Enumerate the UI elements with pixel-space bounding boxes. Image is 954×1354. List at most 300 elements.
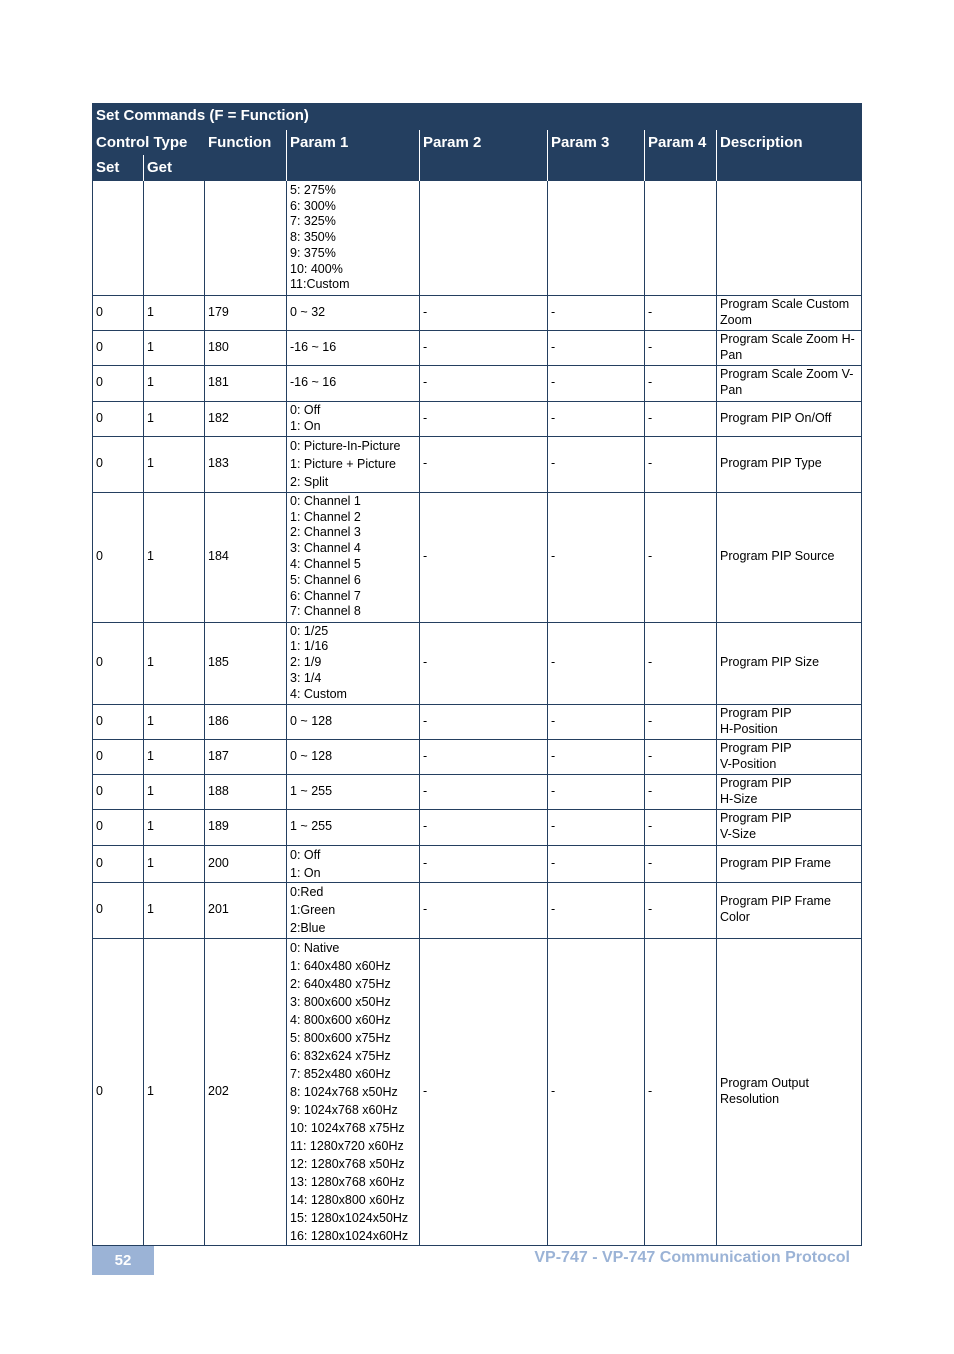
param-option: 5: Channel 6 [290,572,361,587]
description-text: Program PIP Frame [720,855,831,870]
cell-text: 188 [208,783,229,798]
param4-cell [648,705,714,738]
table-row [92,181,862,295]
header-set: Set [96,159,120,176]
param3-cell [551,775,642,808]
function-cell [208,883,284,937]
param1-cell [290,740,417,773]
param3-cell [551,810,642,844]
cell-text: - [423,1083,428,1098]
cell-text: 187 [208,748,229,763]
param3-cell [551,331,642,364]
cell-text: 185 [208,655,229,670]
set-cell [96,623,141,703]
cell-text: - [551,783,556,798]
cell-text: - [648,748,653,763]
param2-cell [423,740,545,773]
description-text: Program PIP Type [720,456,822,471]
description-cell [720,182,860,294]
cell-text: 1 [147,713,154,728]
param2-cell [423,810,545,844]
set-cell [96,939,141,1244]
param-option: 1: 1/16 [290,639,329,654]
param3-cell [551,296,642,329]
get-cell [147,775,202,808]
description-text: Program PIP Source [720,549,835,564]
description-text: Program PIP Size [720,655,820,670]
param1-cell [290,366,417,400]
description-text: Program Scale Zoom V-Pan [720,367,854,397]
function-cell [208,623,284,703]
param-option: 3: 800x600 x50Hz [290,994,391,1009]
get-cell [147,296,202,329]
param1-cell [290,437,417,491]
table-row [92,436,862,492]
description-text: Program PIP [720,775,792,790]
cell-text: - [551,748,556,763]
header-description: Description [720,134,803,151]
param2-cell [423,182,545,294]
param3-cell [551,493,642,621]
header-control-type: Control Type [96,134,188,151]
param-option: 5: 275% [290,183,336,198]
cell-text: - [648,819,653,834]
table-row [92,492,862,622]
param1-cell [290,810,417,844]
cell-text: 1 [147,549,154,564]
param-option: 12: 1280x768 x50Hz [290,1156,405,1171]
cell-text: - [551,549,556,564]
param-option: 7: 852x480 x60Hz [290,1066,391,1081]
function-cell [208,331,284,364]
param3-cell [551,939,642,1244]
description-cell [720,810,860,844]
param1-cell [290,182,417,294]
set-commands-table [92,103,862,1246]
description-cell [720,883,860,937]
param2-cell [423,493,545,621]
set-cell [96,296,141,329]
cell-text: - [551,410,556,425]
param2-cell [423,296,545,329]
function-cell [208,437,284,491]
param4-cell [648,182,714,294]
param-option: 0 ~ 128 [290,713,333,728]
description-text: Program Scale Custom Zoom [720,296,850,327]
cell-text: 1 [147,902,154,917]
param-option: 4: 800x600 x60Hz [290,1012,391,1027]
param-option: 1 ~ 255 [290,783,333,798]
function-cell [208,402,284,435]
cell-text: 1 [147,339,154,354]
param-option: 1 ~ 255 [290,819,333,834]
table-row [92,882,862,938]
param-option: 0 ~ 32 [290,304,326,319]
cell-text: 0 [96,783,103,798]
param-option: 16: 1280x1024x60Hz [290,1228,409,1243]
get-cell [147,331,202,364]
param2-cell [423,705,545,738]
description-cell [720,705,860,738]
cell-text: 0 [96,713,103,728]
cell-text: - [648,713,653,728]
description-cell [720,366,860,400]
param-option: 10: 400% [290,261,343,276]
get-cell [147,883,202,937]
param2-cell [423,402,545,435]
get-cell [147,846,202,881]
cell-text: - [551,456,556,471]
description-cell [720,493,860,621]
param-option: 8: 350% [290,230,336,245]
description-cell [720,437,860,491]
header-get: Get [147,159,173,176]
param-option: 2: 1/9 [290,655,322,670]
cell-text: - [648,855,653,870]
param-option: 7: Channel 8 [290,604,361,619]
function-cell [208,740,284,773]
set-cell [96,331,141,364]
param-option: 9: 375% [290,245,336,260]
cell-text: - [648,410,653,425]
param1-cell [290,705,417,738]
table-row [92,365,862,401]
cell-text: 0 [96,456,103,471]
param4-cell [648,331,714,364]
description-cell [720,402,860,435]
param-option: 0: Picture-In-Picture [290,439,401,453]
param-option: 7: 325% [290,214,336,229]
cell-text: - [648,339,653,354]
cell-text: - [648,902,653,917]
cell-text: - [648,783,653,798]
table-row [92,704,862,739]
param4-cell [648,740,714,773]
param2-cell [423,883,545,937]
param-option: 10: 1024x768 x75Hz [290,1120,405,1135]
get-cell [147,437,202,491]
set-cell [96,402,141,435]
cell-text: - [423,410,428,425]
param-option: -16 ~ 16 [290,339,337,354]
cell-text: 0 [96,339,103,354]
description-text: H-Position [720,721,778,736]
param2-cell [423,623,545,703]
function-cell [208,810,284,844]
function-cell [208,705,284,738]
cell-text: 0 [96,855,103,870]
header-param1: Param 1 [290,134,349,151]
param1-cell [290,846,417,881]
cell-text: 0 [96,819,103,834]
param-option: 13: 1280x768 x60Hz [290,1174,405,1189]
document-title: VP-747 - VP-747 Communication Protocol [534,1249,850,1266]
cell-text: - [423,819,428,834]
description-cell [720,331,860,364]
param1-cell [290,331,417,364]
param4-cell [648,846,714,881]
table-header [92,103,862,181]
cell-text: 1 [147,819,154,834]
description-text: V-Size [720,827,757,841]
table-row [92,845,862,882]
description-cell [720,846,860,881]
cell-text: - [551,713,556,728]
cell-text: - [551,1083,556,1098]
cell-text: - [648,304,653,319]
param-option: 0: Channel 1 [290,493,361,508]
header-param4: Param 4 [648,134,707,151]
set-cell [96,705,141,738]
param4-cell [648,437,714,491]
set-cell [96,740,141,773]
param1-cell [290,296,417,329]
cell-text: 0 [96,655,103,670]
param-option: 1: On [290,865,321,880]
param2-cell [423,775,545,808]
cell-text: - [648,549,653,564]
set-cell [96,810,141,844]
table-row [92,330,862,365]
param-option: 0: Native [290,940,340,955]
param-option: 0: Off [290,402,321,417]
cell-text: 1 [147,456,154,471]
param1-cell [290,623,417,703]
cell-text: 179 [208,304,229,319]
description-cell [720,740,860,773]
cell-text: 1 [147,655,154,670]
param-option: 11: 1280x720 x60Hz [290,1138,404,1153]
cell-text: - [551,902,556,917]
description-cell [720,623,860,703]
set-cell [96,437,141,491]
cell-text: - [423,902,428,917]
param3-cell [551,437,642,491]
cell-text: - [423,655,428,670]
param-option: 4: Custom [290,686,347,701]
table-row [92,295,862,330]
cell-text: - [423,855,428,870]
table-row [92,774,862,809]
table-row [92,401,862,436]
description-text: Program Scale Zoom H-Pan [720,331,855,362]
cell-text: - [423,549,428,564]
cell-text: 1 [147,1083,154,1098]
description-cell [720,939,860,1244]
param-option: 0: Off [290,847,321,862]
cell-text: - [648,655,653,670]
get-cell [147,810,202,844]
param4-cell [648,883,714,937]
cell-text: 0 [96,1083,103,1098]
cell-text: 180 [208,339,229,354]
description-text: Program PIP On/Off [720,410,832,425]
param-option: 1: Picture + Picture [290,457,396,471]
param2-cell [423,366,545,400]
param-option: 5: 800x600 x75Hz [290,1030,391,1045]
param-option: 0: 1/25 [290,623,329,638]
param3-cell [551,402,642,435]
param1-cell [290,493,417,621]
param3-cell [551,623,642,703]
cell-text: - [648,375,653,390]
table-row [92,938,862,1245]
header-param2: Param 2 [423,134,482,151]
cell-text: 1 [147,375,154,390]
param-option: 8: 1024x768 x50Hz [290,1084,398,1099]
cell-text: - [551,375,556,390]
cell-text: - [423,456,428,471]
param-option: 3: 1/4 [290,670,322,685]
set-cell [96,846,141,881]
param-option: 1: 640x480 x60Hz [290,958,391,973]
param2-cell [423,846,545,881]
function-cell [208,296,284,329]
param3-cell [551,846,642,881]
cell-text: 0 [96,902,103,917]
param-option: 0 ~ 128 [290,748,333,763]
param3-cell [551,182,642,294]
cell-text: 0 [96,549,103,564]
param-option: -16 ~ 16 [290,375,337,390]
cell-text: 1 [147,783,154,798]
description-text: Program Output Resolution [720,1075,809,1106]
cell-text: - [423,748,428,763]
cell-text: - [551,655,556,670]
cell-text: 1 [147,748,154,763]
function-cell [208,846,284,881]
description-cell [720,775,860,808]
cell-text: - [551,819,556,834]
param-option: 2:Blue [290,921,326,935]
table-row [92,809,862,845]
table-row [92,739,862,774]
get-cell [147,939,202,1244]
description-text: Program PIP Frame Color [720,894,831,924]
param-option: 6: 832x624 x75Hz [290,1048,391,1063]
page-number: 52 [92,1246,154,1275]
param-option: 6: Channel 7 [290,588,361,603]
param-option: 2: 640x480 x75Hz [290,976,391,991]
param3-cell [551,740,642,773]
cell-text: 184 [208,549,229,564]
function-cell [208,775,284,808]
param2-cell [423,437,545,491]
cell-text: 183 [208,456,229,471]
cell-text: - [551,339,556,354]
cell-text: - [423,375,428,390]
cell-text: 189 [208,819,229,834]
get-cell [147,623,202,703]
table-row [92,622,862,704]
function-cell [208,366,284,400]
cell-text: 1 [147,855,154,870]
param1-cell [290,775,417,808]
get-cell [147,740,202,773]
get-cell [147,366,202,400]
cell-text: 1 [147,410,154,425]
cell-text: - [551,855,556,870]
param4-cell [648,623,714,703]
get-cell [147,182,202,294]
param-option: 11:Custom [290,277,350,292]
get-cell [147,402,202,435]
cell-text: - [423,304,428,319]
function-cell [208,939,284,1244]
param-option: 4: Channel 5 [290,557,361,571]
set-cell [96,366,141,400]
set-cell [96,182,141,294]
description-text: Program PIP [720,705,792,720]
cell-text: 0 [96,304,103,319]
param-option: 6: 300% [290,198,336,213]
get-cell [147,493,202,621]
param3-cell [551,705,642,738]
description-text: H-Size [720,791,758,806]
function-cell [208,182,284,294]
cell-text: - [423,783,428,798]
param4-cell [648,402,714,435]
param-option: 2: Channel 3 [290,525,361,540]
param-option: 1: Channel 2 [290,509,361,524]
param-option: 1: On [290,418,321,433]
param4-cell [648,810,714,844]
function-cell [208,493,284,621]
cell-text: 182 [208,410,229,425]
param-option: 15: 1280x1024x50Hz [290,1210,409,1225]
cell-text: - [423,339,428,354]
set-cell [96,493,141,621]
get-cell [147,705,202,738]
param-option: 0:Red [290,885,324,899]
param4-cell [648,366,714,400]
cell-text: 0 [96,375,103,390]
cell-text: - [648,1083,653,1098]
description-text: Program PIP [720,811,792,826]
cell-text: - [551,304,556,319]
param-option: 9: 1024x768 x60Hz [290,1102,398,1117]
description-text: V-Position [720,756,777,771]
header-function: Function [208,134,272,151]
param4-cell [648,939,714,1244]
cell-text: - [648,456,653,471]
cell-text: 1 [147,304,154,319]
param1-cell [290,883,417,937]
param4-cell [648,493,714,621]
param4-cell [648,296,714,329]
description-cell [720,296,860,329]
param2-cell [423,939,545,1244]
param-option: 3: Channel 4 [290,541,361,556]
param3-cell [551,883,642,937]
param3-cell [551,366,642,400]
set-cell [96,775,141,808]
cell-text: 0 [96,748,103,763]
cell-text: 202 [208,1083,229,1098]
param-option: 2: Split [290,475,329,489]
cell-text: 0 [96,410,103,425]
header-param3: Param 3 [551,134,610,151]
param1-cell [290,402,417,435]
cell-text: 186 [208,713,229,728]
description-text: Program PIP [720,740,792,755]
param-option: 1:Green [290,903,336,917]
table-title: Set Commands (F = Function) [96,107,309,124]
set-cell [96,883,141,937]
param2-cell [423,331,545,364]
cell-text: 181 [208,375,229,390]
cell-text: 200 [208,855,229,870]
